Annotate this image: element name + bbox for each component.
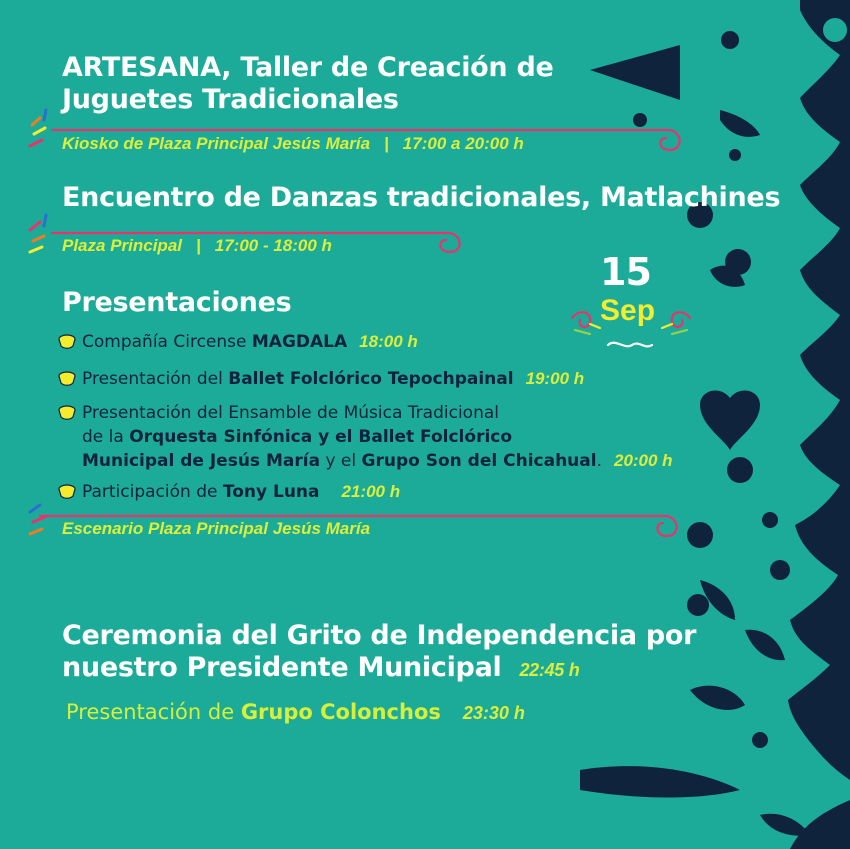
drum-icon [58, 334, 76, 350]
presentaciones-venue: Escenario Plaza Principal Jesús María [62, 519, 371, 538]
artesana-title-line2: Juguetes Tradicionales [62, 84, 399, 115]
grito-title-line1: Ceremonia del Grito de Independencia por [62, 620, 697, 651]
artesana-venue-row [62, 134, 524, 154]
colonchos-time: 23:30 h [462, 703, 525, 723]
presentaciones-title: Presentaciones [62, 287, 292, 318]
grito-title [62, 620, 696, 686]
date-month: Sep [600, 294, 656, 327]
danzas-title: Encuentro de Danzas tradicionales, Matlachines [62, 182, 781, 213]
item-time: 18:00 h [359, 332, 418, 351]
drum-icon [58, 405, 76, 421]
item-time: 19:00 h [525, 369, 585, 388]
artesana-title-line1: ARTESANA, Taller de Creación de [62, 52, 554, 83]
date-badge [562, 250, 702, 360]
list-item: Presentación del Ensamble de Música Tradicional de la Orquesta Sinfónica y el Ballet Folclórico Municipal de Jesús María y el Grupo Son del Chicahual. 20:00 h [58, 401, 673, 473]
artesana-title [62, 52, 554, 116]
item-time: 21:00 h [341, 482, 401, 501]
venue-separator: | [196, 236, 201, 255]
papel-picado-pattern [788, 0, 850, 849]
date-day: 15 [600, 250, 651, 294]
danzas-time: 17:00 - 18:00 h [214, 236, 332, 255]
colonchos-row: Presentación de Grupo Colonchos 23:30 h [66, 700, 525, 724]
item-time: 20:00 h [613, 451, 673, 470]
grito-time: 22:45 h [519, 660, 580, 680]
artesana-time: 17:00 a 20:00 h [402, 134, 524, 153]
confetti-icon [30, 110, 46, 534]
list-item: Compañía Circense MAGDALA 18:00 h [58, 330, 418, 354]
artesana-venue: Kiosko de Plaza Principal Jesús María [62, 134, 371, 153]
list-item: Participación de Tony Luna 21:00 h [58, 480, 400, 504]
drum-icon [58, 484, 76, 500]
danzas-venue-row [62, 236, 332, 256]
drum-icon [58, 371, 76, 387]
colonchos-name: Grupo Colonchos [240, 700, 441, 724]
danzas-venue: Plaza Principal [62, 236, 182, 255]
list-item: Presentación del Ballet Folclórico Tepochpainal 19:00 h [58, 367, 584, 391]
venue-separator: | [384, 134, 389, 153]
grito-title-line2: nuestro Presidente Municipal [62, 652, 502, 683]
